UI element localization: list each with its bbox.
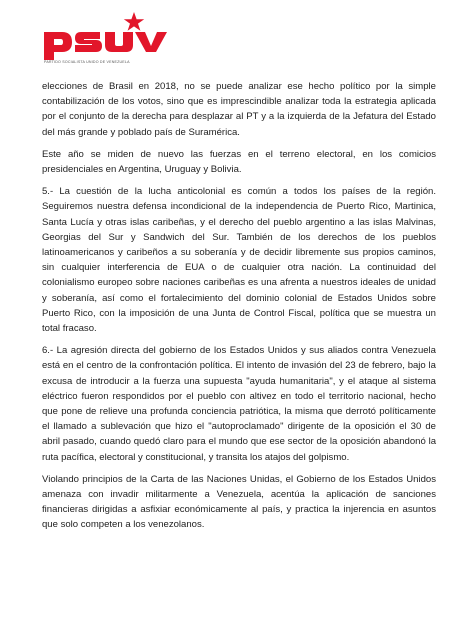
logo-letter-s <box>75 32 102 52</box>
document-body <box>42 79 436 533</box>
paragraph: Este año se miden de nuevo las fuerzas en el terreno electoral, en los comicios presidenciales en Argentina, Uruguay y Bolivia. <box>42 148 436 176</box>
paragraph: Violando principios de la Carta de las Naciones Unidas, el Gobierno de los Estados Unidos amenaza con invadir militarmente a Venezuela, acentúa la aplicación de sanciones financieras dirigidas a asfixiar económicamente al país, y practica la injerencia en asuntos que solo competen a los venezolanos. <box>42 473 436 531</box>
logo-letter-u <box>105 32 133 52</box>
psuv-logo <box>42 10 167 62</box>
paragraph: 6.- La agresión directa del gobierno de los Estados Unidos y sus aliados contra Venezuela está en el centro de la confrontación política. El intento de invasión del 23 de febrero, bajo la excusa de introducir a la fuerza una supuesta "ayuda humanitaria", y el ataque al sistema eléctrico fueron respondidos por el pueblo con altivez en todo el territorio nacional, hecho que pone de relieve una profunda conciencia patriótica, la misma que derrotó políticamente el llamado a sublevación que hizo el "autoproclamado" dirigente de la oposición el 30 de abril pasado, cuando quedó claro para el mundo que ese sector de la oposición abandonó la ruta pacífica, electoral y constitucional, y transita los atajos del golpismo. <box>42 345 436 463</box>
paragraph: 5.- La cuestión de la lucha anticolonial es común a todos los países de la región. Seguiremos nuestra defensa incondicional de la independencia de Puerto Rico, Martinica, Santa Lucía y otras islas caribeñas, y el derecho del pueblo argentino a las islas Malvinas, Georgias del Sur y Sandwich del Sur. También de los derechos de los pueblos latinoamericanos y caribeños a su soberanía y de decidir libremente sus propios caminos, sin cualquier interferencia de EUA o de cualquier otra nación. La continuidad del colonialismo europeo sobre naciones caribeñas es una afrenta a nuestros ideales de unidad y soberanía, así como el fortalecimiento del dominio colonial de Estados Unidos sobre Puerto Rico, con la imposición de una Junta de Control Fiscal, política que se muestra un total fracaso. <box>42 186 436 335</box>
paragraph: elecciones de Brasil en 2018, no se puede analizar ese hecho político por la simple contabilización de los votos, sino que es imprescindible analizar toda la estrategia aplicada por el conjunto de la derecha para desplazar al PT y a la izquierda de la Jefatura del Estado del más grande y poblado país de Suramérica. <box>42 81 436 138</box>
logo-letter-p <box>44 32 72 60</box>
logo-letter-v <box>135 32 167 52</box>
logo-subtitle: PARTIDO SOCIALISTA UNIDO DE VENEZUELA <box>44 60 130 64</box>
star-icon <box>124 12 144 31</box>
